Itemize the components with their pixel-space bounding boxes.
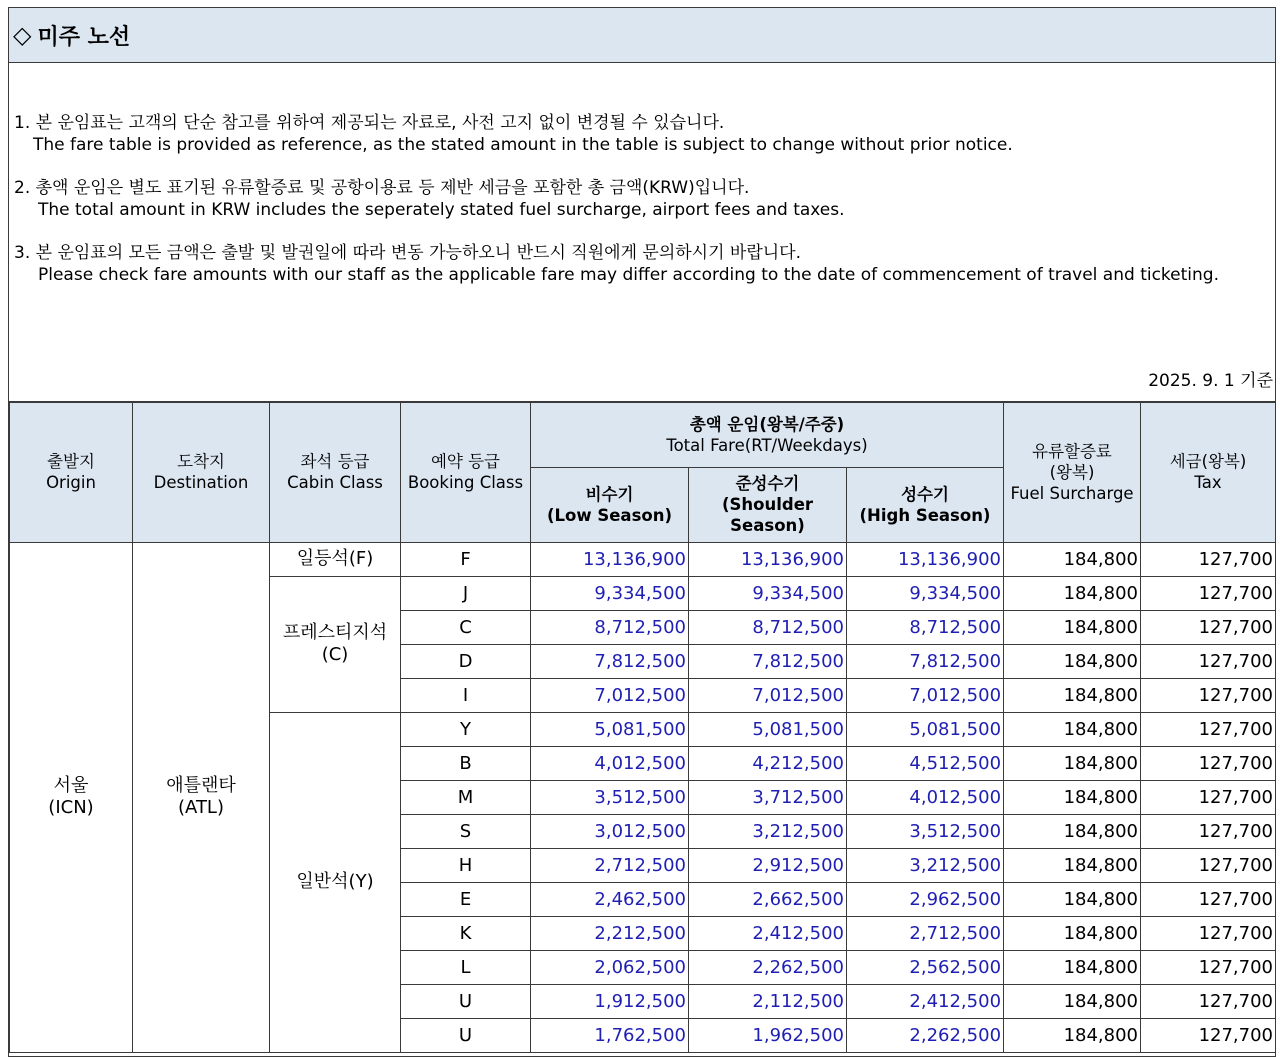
header-cabin-class xyxy=(270,402,401,542)
booking-class-cell: I xyxy=(401,678,531,712)
note-ko: 1. 본 운임표는 고객의 단순 참고를 위하여 제공되는 자료로, 사전 고지 없이 변경될 수 있습니다. xyxy=(14,113,725,133)
tax-value: 127,700 xyxy=(1141,678,1276,712)
header-destination-en: Destination xyxy=(153,473,249,493)
header-total-fare xyxy=(531,402,1004,467)
tax-value: 127,700 xyxy=(1141,746,1276,780)
low-season-fare: 8,712,500 xyxy=(531,610,689,644)
high-season-fare: 8,712,500 xyxy=(847,610,1004,644)
header-low-en: (Low Season) xyxy=(546,505,673,525)
high-season-fare: 2,562,500 xyxy=(847,950,1004,984)
fuel-surcharge-value: 184,800 xyxy=(1004,576,1141,610)
header-shoulder-ko: 준성수기 xyxy=(735,474,800,493)
low-season-fare: 1,762,500 xyxy=(531,1018,689,1052)
low-season-fare: 2,462,500 xyxy=(531,882,689,916)
fuel-surcharge-value: 184,800 xyxy=(1004,610,1141,644)
low-season-fare: 2,212,500 xyxy=(531,916,689,950)
high-season-fare: 9,334,500 xyxy=(847,576,1004,610)
fuel-surcharge-value: 184,800 xyxy=(1004,1018,1141,1052)
header-shoulder-season xyxy=(689,467,847,542)
shoulder-season-fare: 7,812,500 xyxy=(689,644,847,678)
fuel-surcharge-value: 184,800 xyxy=(1004,848,1141,882)
booking-class-cell: S xyxy=(401,814,531,848)
booking-class-cell: M xyxy=(401,780,531,814)
cabin-class-text: 일등석(F) xyxy=(296,548,374,569)
notes xyxy=(14,112,1264,307)
high-season-fare: 2,962,500 xyxy=(847,882,1004,916)
origin-text: 서울 xyxy=(53,775,89,796)
header-cabin-en: Cabin Class xyxy=(287,473,383,493)
high-season-fare: 2,412,500 xyxy=(847,984,1004,1018)
low-season-fare: 4,012,500 xyxy=(531,746,689,780)
tax-value: 127,700 xyxy=(1141,848,1276,882)
fare-body xyxy=(10,542,1276,1052)
fuel-surcharge-value: 184,800 xyxy=(1004,950,1141,984)
tax-value: 127,700 xyxy=(1141,814,1276,848)
cabin-class-cell xyxy=(270,576,401,712)
high-season-fare: 4,512,500 xyxy=(847,746,1004,780)
cabin-class-cell xyxy=(270,542,401,576)
high-season-fare: 3,512,500 xyxy=(847,814,1004,848)
header-total-fare-en: Total Fare(RT/Weekdays) xyxy=(666,435,868,455)
high-season-fare: 2,262,500 xyxy=(847,1018,1004,1052)
shoulder-season-fare: 2,912,500 xyxy=(689,848,847,882)
cabin-class-text: 일반석(Y) xyxy=(296,871,374,892)
header-origin-en: Origin xyxy=(46,473,96,493)
header-fuel-ko: 유류할증료 xyxy=(1032,441,1112,461)
destination-cell xyxy=(133,542,270,1052)
header-fuel-sub: (왕복) xyxy=(1049,462,1095,482)
high-season-fare: 4,012,500 xyxy=(847,780,1004,814)
shoulder-season-fare: 4,212,500 xyxy=(689,746,847,780)
booking-class-cell: E xyxy=(401,882,531,916)
low-season-fare: 7,012,500 xyxy=(531,678,689,712)
shoulder-season-fare: 2,262,500 xyxy=(689,950,847,984)
fuel-surcharge-value: 184,800 xyxy=(1004,916,1141,950)
header-destination-ko: 도착지 xyxy=(177,452,225,472)
header-low-ko: 비수기 xyxy=(585,484,634,504)
fuel-surcharge-value: 184,800 xyxy=(1004,780,1141,814)
low-season-fare: 7,812,500 xyxy=(531,644,689,678)
cabin-class-text: (C) xyxy=(321,644,349,665)
low-season-fare: 2,712,500 xyxy=(531,848,689,882)
fuel-surcharge-value: 184,800 xyxy=(1004,882,1141,916)
low-season-fare: 13,136,900 xyxy=(531,542,689,576)
fuel-surcharge-value: 184,800 xyxy=(1004,712,1141,746)
destination-text: 애틀랜타 xyxy=(166,775,236,796)
header-shoulder-en2: Season) xyxy=(730,516,805,535)
shoulder-season-fare: 3,212,500 xyxy=(689,814,847,848)
header-booking-en: Booking Class xyxy=(407,473,524,493)
low-season-fare: 3,012,500 xyxy=(531,814,689,848)
header-cabin-ko: 좌석 등급 xyxy=(300,452,370,472)
tax-value: 127,700 xyxy=(1141,780,1276,814)
high-season-fare: 2,712,500 xyxy=(847,916,1004,950)
header-high-ko: 성수기 xyxy=(901,484,949,504)
note-en: The fare table is provided as reference, as the stated amount in the table is subject to change without prior notice. xyxy=(33,135,1013,155)
tax-value: 127,700 xyxy=(1141,1018,1276,1052)
tax-value: 127,700 xyxy=(1141,542,1276,576)
shoulder-season-fare: 8,712,500 xyxy=(689,610,847,644)
cabin-class-cell xyxy=(270,712,401,1052)
booking-class-cell: J xyxy=(401,576,531,610)
header-low-season xyxy=(531,467,689,542)
shoulder-season-fare: 9,334,500 xyxy=(689,576,847,610)
tax-value: 127,700 xyxy=(1141,984,1276,1018)
shoulder-season-fare: 5,081,500 xyxy=(689,712,847,746)
low-season-fare: 9,334,500 xyxy=(531,576,689,610)
booking-class-cell: F xyxy=(401,542,531,576)
header-fuel-surcharge xyxy=(1004,402,1141,542)
booking-class-cell: D xyxy=(401,644,531,678)
fuel-surcharge-value: 184,800 xyxy=(1004,644,1141,678)
fare-sheet xyxy=(8,7,1276,1057)
tax-value: 127,700 xyxy=(1141,610,1276,644)
booking-class-cell: K xyxy=(401,916,531,950)
section-title: 미주 노선 xyxy=(37,24,131,50)
note-ko: 2. 총액 운임은 별도 표기된 유류할증료 및 공항이용료 등 제반 세금을 포함한 총 금액(KRW)입니다. xyxy=(14,178,750,198)
diamond-icon: ◇ xyxy=(13,21,32,49)
note-item xyxy=(14,242,1264,286)
low-season-fare: 1,912,500 xyxy=(531,984,689,1018)
note-ko: 3. 본 운임표의 모든 금액은 출발 및 발권일에 따라 변동 가능하오니 반드시 직원에게 문의하시기 바랍니다. xyxy=(14,243,801,263)
cabin-class-text: 프레스티지석 xyxy=(282,622,388,643)
header-tax-en: Tax xyxy=(1194,473,1222,493)
booking-class-cell: B xyxy=(401,746,531,780)
booking-class-cell: U xyxy=(401,984,531,1018)
booking-class-cell: H xyxy=(401,848,531,882)
fuel-surcharge-value: 184,800 xyxy=(1004,746,1141,780)
header-high-en: (High Season) xyxy=(859,505,991,525)
shoulder-season-fare: 1,962,500 xyxy=(689,1018,847,1052)
shoulder-season-fare: 2,662,500 xyxy=(689,882,847,916)
booking-class-cell: C xyxy=(401,610,531,644)
shoulder-season-fare: 7,012,500 xyxy=(689,678,847,712)
basis-date: 2025. 9. 1 기준 xyxy=(1148,371,1273,391)
note-en: Please check fare amounts with our staff as the applicable fare may differ according to the date of commencement of travel and ticketing. xyxy=(38,265,1219,285)
tax-value: 127,700 xyxy=(1141,712,1276,746)
table-row xyxy=(10,542,1276,576)
fuel-surcharge-value: 184,800 xyxy=(1004,814,1141,848)
tax-value: 127,700 xyxy=(1141,882,1276,916)
destination-text: (ATL) xyxy=(178,797,224,818)
header-booking-ko: 예약 등급 xyxy=(430,452,500,472)
high-season-fare: 7,012,500 xyxy=(847,678,1004,712)
note-item xyxy=(14,177,1264,221)
header-total-fare-ko: 총액 운임(왕복/주중) xyxy=(689,414,845,434)
fuel-surcharge-value: 184,800 xyxy=(1004,984,1141,1018)
tax-value: 127,700 xyxy=(1141,916,1276,950)
fare-table xyxy=(9,401,1276,1053)
header-tax xyxy=(1141,402,1276,542)
shoulder-season-fare: 3,712,500 xyxy=(689,780,847,814)
header-destination xyxy=(133,402,270,542)
header-origin xyxy=(10,402,133,542)
header-high-season xyxy=(847,467,1004,542)
low-season-fare: 3,512,500 xyxy=(531,780,689,814)
shoulder-season-fare: 2,112,500 xyxy=(689,984,847,1018)
header-booking-class xyxy=(401,402,531,542)
note-en: The total amount in KRW includes the seperately stated fuel surcharge, airport fees and taxes. xyxy=(38,200,845,220)
fuel-surcharge-value: 184,800 xyxy=(1004,678,1141,712)
tax-value: 127,700 xyxy=(1141,950,1276,984)
header-shoulder-en1: (Shoulder xyxy=(721,495,814,514)
booking-class-cell: Y xyxy=(401,712,531,746)
origin-text: (ICN) xyxy=(48,797,94,818)
high-season-fare: 3,212,500 xyxy=(847,848,1004,882)
tax-value: 127,700 xyxy=(1141,576,1276,610)
high-season-fare: 13,136,900 xyxy=(847,542,1004,576)
high-season-fare: 5,081,500 xyxy=(847,712,1004,746)
high-season-fare: 7,812,500 xyxy=(847,644,1004,678)
low-season-fare: 5,081,500 xyxy=(531,712,689,746)
low-season-fare: 2,062,500 xyxy=(531,950,689,984)
note-item xyxy=(14,112,1264,156)
header-origin-ko: 출발지 xyxy=(47,452,95,472)
shoulder-season-fare: 2,412,500 xyxy=(689,916,847,950)
origin-cell xyxy=(10,542,133,1052)
booking-class-cell: U xyxy=(401,1018,531,1052)
tax-value: 127,700 xyxy=(1141,644,1276,678)
section-header xyxy=(9,8,1275,63)
booking-class-cell: L xyxy=(401,950,531,984)
header-fuel-en: Fuel Surcharge xyxy=(1010,483,1134,503)
shoulder-season-fare: 13,136,900 xyxy=(689,542,847,576)
fuel-surcharge-value: 184,800 xyxy=(1004,542,1141,576)
header-tax-ko: 세금(왕복) xyxy=(1169,452,1247,472)
